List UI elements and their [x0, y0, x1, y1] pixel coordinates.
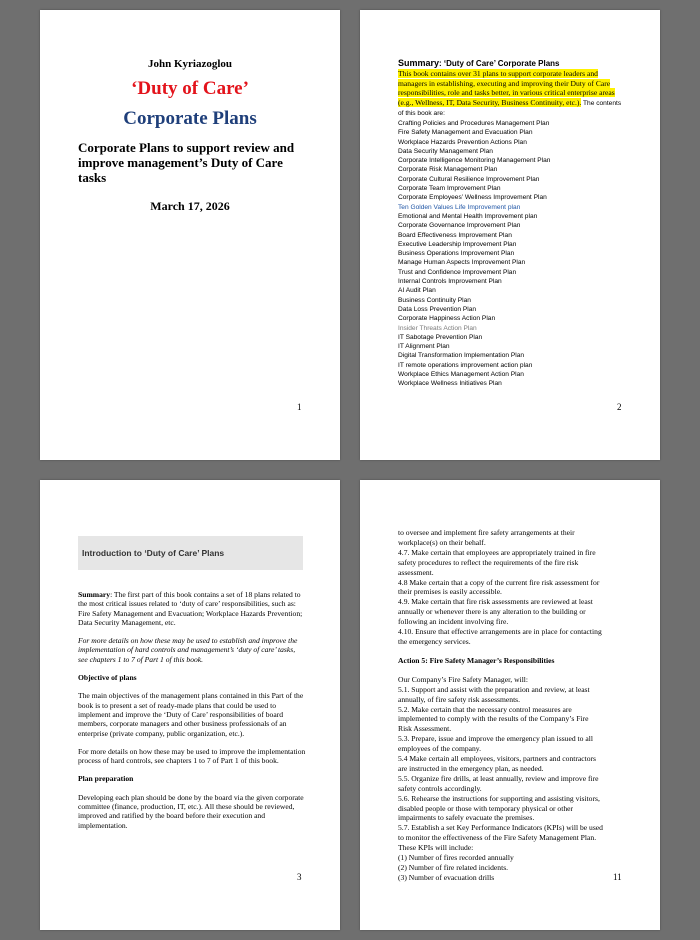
text-line: safety procedures to reflect the requirements of the fire risk — [398, 557, 579, 567]
contents-item: Data Security Management Plan — [398, 147, 493, 155]
text-line: implemented to comply with the results of the Company’s Fire — [398, 714, 589, 724]
contents-item: Internal Controls Improvement Plan — [398, 278, 502, 286]
text-line: Risk Assessment. — [398, 724, 452, 734]
book-title-line-1: ‘Duty of Care’ — [131, 78, 249, 99]
contents-item: IT remote operations improvement action plan — [398, 361, 533, 369]
text-line: 4.7. Make certain that employees are appropriately trained in fire — [398, 547, 596, 557]
contents-item: Ten Golden Values Life Improvement plan — [398, 203, 521, 211]
contents-item: Trust and Confidence Improvement Plan — [398, 268, 517, 276]
contents-item: Emotional and Mental Health Improvement plan — [398, 212, 538, 220]
text-line: 5.2. Make certain that the necessary control measures are — [398, 704, 572, 714]
text-line: 5.5. Organize fire drills, at least annually, review and improve fire — [398, 773, 599, 783]
summary-label: Summary — [398, 58, 440, 68]
page-number: 1 — [297, 402, 302, 412]
text-line: their premises is easily accessible. — [398, 587, 502, 597]
contents-item: Corporate Cultural Resilience Improvement Plan — [398, 175, 540, 183]
document-page-1 — [40, 10, 340, 460]
contents-item: Manage Human Aspects Improvement Plan — [398, 259, 526, 267]
section-title-box — [78, 536, 303, 570]
document-page-11 — [360, 480, 660, 930]
text-line: following an incident involving fire. — [398, 617, 509, 627]
text-line: 5.6. Rehearse the instructions for supporting and assisting visitors, — [398, 793, 600, 803]
contents-item: Board Effectiveness Improvement Plan — [398, 231, 512, 239]
contents-item: Fire Safety Management and Evacuation Plan — [398, 129, 533, 137]
document-page-2 — [360, 10, 660, 460]
section-title: Introduction to ‘Duty of Care’ Plans — [82, 548, 225, 558]
document-page-3 — [40, 480, 340, 930]
page-number: 11 — [613, 872, 622, 882]
summary-label: Summary — [78, 590, 111, 599]
text-line: annually, of fire safety risk assessments. — [398, 694, 521, 704]
text-line: 5.3. Prepare, issue and improve the emergency plan issued to all — [398, 734, 593, 744]
book-title-line-2: Corporate Plans — [123, 108, 257, 129]
text-line: 4.10. Ensure that effective arrangements are in place for contacting — [398, 627, 602, 637]
contents-item: Insider Threats Action Plan — [398, 324, 477, 332]
text-line: disabled people or those with temporary physical or other — [398, 803, 574, 813]
text-line: (2) Number of fire related incidents. — [398, 863, 509, 872]
text-line: 4.8 Make certain that a copy of the current fire risk assessment for — [398, 577, 600, 587]
text-line: employees of the company. — [398, 744, 482, 754]
text-line: (1) Number of fires recorded annually — [398, 853, 514, 863]
page-11-body — [398, 528, 628, 883]
contents-item: Data Loss Prevention Plan — [398, 305, 477, 313]
contents-item: Workplace Hazards Prevention Actions Plan — [398, 138, 527, 146]
text-line: to oversee and implement fire safety arrangements at their — [398, 528, 575, 537]
contents-list — [398, 119, 626, 389]
contents-item: IT Alignment Plan — [398, 343, 450, 351]
contents-item: IT Sabotage Prevention Plan — [398, 333, 483, 341]
text-line: workplace(s) on their behalf. — [398, 537, 486, 547]
contents-item: Corporate Employees’ Wellness Improvement Plan — [398, 194, 547, 202]
contents-item: Corporate Intelligence Monitoring Management Plan — [398, 157, 551, 165]
text-line: annually or whenever there is any alteration to the building or — [398, 607, 586, 617]
spacer — [398, 666, 628, 675]
text-line: 5.7. Establish a set Key Performance Indicators (KPIs) will be used — [398, 823, 603, 833]
contents-item: Workplace Ethics Management Action Plan — [398, 370, 524, 378]
summary-text: : The first part of this book contains a set of 18 plans related to the most critical issues related to ‘duty of care’ responsibilities, such as: Fire Safety Management and Evacuation; Workplace Hazards Prevention; Data Security Management, etc. — [78, 590, 303, 627]
text-line: impairments to safely evacuate the premises. — [398, 813, 535, 823]
text-line: These KPIs will include: — [398, 843, 474, 853]
text-line: assessment. — [398, 567, 434, 577]
text-line: 5.4 Make certain all employees, visitors, partners and contractors — [398, 754, 597, 764]
contents-item: Business Continuity Plan — [398, 296, 471, 304]
summary-title: : ‘Duty of Care’ Corporate Plans — [439, 59, 560, 68]
intro-tail-text: The contents of this book are: — [398, 99, 622, 118]
action-heading: Action 5: Fire Safety Manager’s Responsibilities — [398, 655, 555, 665]
contents-item: Workplace Wellness Initiatives Plan — [398, 380, 502, 388]
italic-note: For more details on how these may be used to establish and improve the implementation of hard controls and management’s ‘duty of care’ tasks, see chapters 1 to 7 of Part 1 of this book. — [78, 636, 298, 664]
text-line: the emergency services. — [398, 636, 471, 646]
text-line: Our Company’s Fire Safety Manager, will: — [398, 674, 529, 684]
page-number: 2 — [617, 402, 622, 412]
contents-item: Corporate Risk Management Plan — [398, 166, 498, 174]
responsibilities-lines-top — [398, 528, 628, 647]
author-name: John Kyriazoglou — [147, 58, 233, 70]
highlighted-intro-text: This book contains over 31 plans to support corporate leaders and managers in establishing, executing and improving their Duty of Care responsibilities, role and tasks better, in various critical enterprise areas (e.g., Wellness, IT, Data Security, Business Continuity, etc.). — [398, 69, 615, 107]
contents-item: Digital Transformation Implementation Plan — [398, 352, 525, 360]
contents-block — [398, 58, 626, 389]
publication-date: March 17, 2026 — [150, 199, 230, 213]
text-line: 4.9. Make certain that fire risk assessments are reviewed at least — [398, 597, 593, 607]
contents-item: Business Operations Improvement Plan — [398, 250, 515, 258]
contents-item: Corporate Team Improvement Plan — [398, 185, 501, 193]
contents-item: Corporate Happiness Action Plan — [398, 315, 496, 323]
page-number: 3 — [297, 872, 302, 882]
text-line: safety controls accordingly. — [398, 783, 482, 793]
preparation-heading: Plan preparation — [78, 774, 134, 784]
text-line: to monitor the effectiveness of the Fire Safety Management Plan. — [398, 833, 597, 843]
preparation-paragraph: Developing each plan should be done by the board via the given corporate committee (finance, production, IT, etc.). All these should be reviewed, improved and ratified by the board before their execution and implementation. — [78, 792, 304, 830]
summary-paragraph — [78, 590, 306, 627]
summary-heading — [398, 58, 626, 69]
objective-paragraph: The main objectives of the management plans contained in this Part of the book is to present a set of ready-made plans that could be used to implement and improve the ‘Duty of Care’ responsibilities of board members, corporate managers and other business professionals of an enterprise (private company, public organization, etc.). — [78, 691, 304, 738]
details-paragraph: For more details on how these may be used to improve the implementation process of hard controls, see chapters 1 to 7 of Part 1 of this book. — [78, 746, 306, 766]
contents-item: AI Audit Plan — [398, 287, 436, 295]
contents-item: Executive Leadership Improvement Plan — [398, 240, 517, 248]
contents-item: Crafting Policies and Procedures Management Plan — [398, 119, 550, 127]
text-line: are instructed in the emergency plan, as needed. — [398, 763, 544, 773]
contents-item: Corporate Governance Improvement Plan — [398, 222, 521, 230]
responsibilities-lines-bottom — [398, 675, 628, 883]
text-line: (3) Number of evacuation drills — [398, 872, 495, 882]
objective-heading: Objective of plans — [78, 673, 137, 683]
page-3-body — [78, 590, 306, 839]
text-line: 5.1. Support and assist with the preparation and review, at least — [398, 684, 590, 694]
summary-intro — [398, 69, 626, 119]
book-subtitle: Corporate Plans to support review and improve management’s Duty of Care tasks — [78, 140, 295, 185]
spacer — [398, 647, 628, 656]
